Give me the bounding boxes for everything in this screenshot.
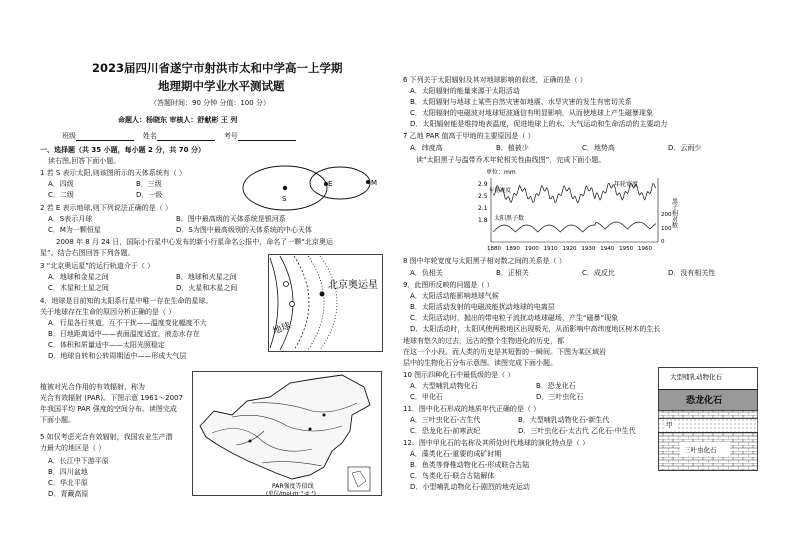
label-E: E: [328, 180, 333, 188]
instruction: 读右图,回答下面小题。: [48, 157, 121, 165]
left-tick-2: 2.1: [478, 205, 488, 212]
q5-option-c[interactable]: C．华北平原: [48, 479, 88, 487]
q11-option-a[interactable]: A．三叶虫化石-古生代: [410, 416, 481, 424]
q2-option-a[interactable]: A．S表示月球: [48, 215, 93, 223]
x-tick-label: 1920: [562, 246, 577, 252]
sunspot-line: [493, 222, 656, 232]
number-label: 考号: [223, 132, 238, 140]
q5-option-b[interactable]: B．四川盆地: [48, 468, 88, 476]
passage3: 读“太阳黑子与温带乔木年轮相关性曲线图”，完成下面小题。: [416, 156, 606, 164]
bj-star-label: 北京奥运星: [328, 280, 378, 291]
q5-stem-line2: 力最大的地区是（ ）: [40, 444, 106, 452]
q6-stem: 6 下列关于太阳辐射及其对地球影响的叙述，正确的是（ ）: [403, 76, 587, 84]
q4-option-d[interactable]: D．地球自转和公转周期适中——形成大气层: [48, 352, 187, 360]
doc-title: 2023届四川省遂宁市射洪市太和中学高一上学期: [92, 61, 343, 75]
x-axis-ticks: [487, 246, 652, 252]
q7-option-c[interactable]: C．地势高: [582, 144, 615, 152]
q10-option-b[interactable]: B．恐龙化石: [536, 382, 576, 390]
legend-ring: 年轮宽度: [614, 181, 639, 188]
map-legend-title: PAR强度等值线: [272, 483, 314, 490]
name-blank[interactable]: [157, 132, 215, 141]
q6-option-a[interactable]: A．太阳辐射的能量来源于太阳活动: [410, 87, 520, 95]
right-tick-2: 0: [661, 239, 665, 245]
q9-option-d[interactable]: D．太阳活动时，太阳风使两极地区出现极光，从而影响中高纬度地区树木的生长: [410, 325, 661, 333]
q4-option-b[interactable]: B．日地距离适中——表面温度适宜，液态水存在: [48, 330, 200, 338]
q4-stem-line1: 4．地球是目前知的太阳系行星中唯一存在生命的星球。: [40, 297, 213, 305]
x-tick-label: 1900: [524, 246, 539, 252]
sunspot-series: [493, 222, 656, 232]
chart-unit: 单位：mm: [486, 169, 516, 176]
q5-option-a[interactable]: A．长江中下游平原: [48, 457, 109, 465]
right-axis-label: 黑子相对数: [670, 198, 678, 228]
passage1-line1: 2008 年 8 月 24 日，国际小行星中心发布的新小行星命名公报中，命名了一颗“北京奥运: [56, 238, 333, 246]
q9-stem: 9．此图所反映的问题是（ ）: [403, 281, 494, 289]
bj-olympic-star-figure: [268, 254, 383, 352]
q7-option-b[interactable]: B．植被少: [496, 144, 529, 152]
q10-stem: 10 图示四种化石中最低级的是（ ）: [403, 371, 515, 379]
x-tick-label: 1910: [543, 246, 558, 252]
q4-stem-line2: 关于地球存在生命的原因分析正确的是（ ）: [40, 308, 176, 316]
q11-option-d[interactable]: D．三叶虫化石-太古代 乙化石-中生代: [518, 427, 636, 435]
x-tick-label: 1940: [600, 246, 615, 252]
china-par-map: [192, 371, 382, 496]
author-line: 命题人：杨晓东 审核人：舒献彬 王 列: [118, 116, 238, 124]
q7-stem: 7 乙地 PAR 值高于甲地的主要原因是（ ）: [403, 132, 535, 140]
q4-option-a[interactable]: A．行星各行其道，互不干扰——温度变化幅度不大: [48, 319, 207, 327]
q1-option-b[interactable]: B．三级: [136, 180, 162, 188]
earth-label: 地球: [271, 321, 292, 337]
passage4-line1: 地球有悠久的过去，远古的整个生物进化的历史，都: [403, 337, 564, 345]
q5-stem-line1: 5 如仅考虑光合有效辐射，我国农业生产潜: [40, 433, 173, 441]
q8-option-d[interactable]: D．没有相关性: [668, 269, 716, 277]
label-M: M: [371, 179, 378, 187]
q12-option-c[interactable]: C．鸟类化石-联合古陆解体: [410, 472, 495, 480]
ylabel-ring-1: 年轮宽度: [489, 188, 512, 194]
exam-info: （答题时间：90 分钟 分值：100 分）: [150, 99, 270, 107]
q2-stem: 2 若 E 表示地球,则下列说法正确的是（ ）: [40, 204, 173, 212]
doc-subtitle: 地理期中学业水平测试题: [158, 79, 285, 93]
legend-sunspot: 太阳黑子数: [494, 215, 525, 222]
q2-option-d[interactable]: D．S为图中最高级别的天体系统的中心天体: [176, 226, 312, 234]
q11-option-c[interactable]: C．恐龙化石-前寒武纪: [410, 427, 481, 435]
class-blank[interactable]: [76, 132, 134, 141]
left-tick-3: 1.8: [478, 217, 488, 224]
q12-option-d[interactable]: D．小型哺乳动物化石-剧烈的地壳运动: [410, 483, 530, 491]
q7-option-a[interactable]: A．纬度高: [410, 144, 443, 152]
q1-option-d[interactable]: D．一级: [136, 191, 163, 199]
number-blank[interactable]: [238, 132, 296, 141]
q9-option-b[interactable]: B．太阳活动发射的电磁波能扰动地球的电离层: [410, 303, 555, 311]
q4-option-c[interactable]: C．体积和质量适中——太阳光照稳定: [48, 341, 165, 349]
sunspot-tree-ring-chart: [478, 168, 690, 252]
q7-option-d[interactable]: D．云雨少: [668, 144, 702, 152]
q1-option-c[interactable]: C．二级: [48, 191, 74, 199]
q3-stem: 3 “北京奥运星”的运行轨道介于（ ）: [40, 262, 155, 270]
orbit-figure: [240, 150, 390, 230]
q3-option-b[interactable]: B．地球和火星之间: [176, 273, 237, 281]
x-tick-label: 1880: [487, 246, 501, 252]
q2-option-b[interactable]: B．图中最高级的天体系统是银河系: [176, 215, 286, 223]
x-tick-label: 1930: [581, 246, 596, 252]
strata-layer-trilobite: 三叶虫化石: [684, 446, 717, 454]
strata-layer-mammal: 大型哺乳动物化石: [670, 373, 722, 381]
q5-option-d[interactable]: D．青藏高原: [48, 490, 89, 498]
q3-option-a[interactable]: A．地球和金星之间: [48, 273, 109, 281]
passage2-line4: 下面小题。: [40, 416, 75, 424]
passage1-line2: 星”。结合右图回答下列各题。: [40, 249, 135, 257]
map-legend-unit: (单位/mol·m⁻²·d⁻¹): [266, 491, 316, 497]
q2-option-c[interactable]: C．M为一颗恒星: [48, 226, 101, 234]
q6-option-b[interactable]: B．太阳辐射与地球上某些自然灾害如地震、水旱灾害的发生有密切关系: [410, 98, 632, 106]
q6-option-c[interactable]: C．太阳辐射的电磁波对地球短波通信有明显影响，从而使地球上产生磁暴现象: [410, 109, 653, 117]
left-tick-1: 2.5: [478, 193, 488, 200]
q9-option-c[interactable]: C．太阳活动时，抛出的带电粒子流扰动地球磁场，产生“磁暴”现象: [410, 314, 619, 322]
q10-option-a[interactable]: A．大型哺乳动物化石: [410, 382, 478, 390]
q1-stem: 1 若 S 表示太阳,则该图所示的天体系统有（ ）: [40, 169, 187, 177]
class-label: 班级: [62, 132, 76, 140]
q12-option-b[interactable]: B．鱼类等脊椎动物化石-形成联合古陆: [410, 461, 530, 469]
q8-stem: 8 图中年轮宽度与太阳黑子相对数之间的关系是（ ）: [403, 257, 566, 265]
q8-option-b[interactable]: B．正相关: [496, 269, 529, 277]
q3-option-d[interactable]: D．火星和木星之间: [176, 284, 238, 292]
x-tick-label: 1950: [619, 246, 634, 252]
strata-figure: [658, 367, 758, 471]
name-label: 姓名: [142, 132, 157, 140]
x-tick-label: 1960: [638, 246, 652, 252]
x-tick-label: 1890: [505, 246, 520, 252]
q9-option-a[interactable]: A．太阳活动能影响地球气候: [410, 292, 499, 300]
passage4-line3: 层中的生物化石分布示意图。读图完成下面小题。: [403, 359, 557, 367]
strata-layer-dinosaur: 恐龙化石: [686, 396, 723, 406]
strata-layer-jia: 甲: [666, 421, 673, 429]
student-fields: [62, 131, 296, 141]
passage2-line2: 光合有效辐射 (PAR)。下图示意 1961～2007: [40, 394, 183, 402]
q1-option-a[interactable]: A．四级: [48, 180, 74, 188]
right-tick-0: 200: [661, 212, 672, 218]
q6-option-d[interactable]: D．太阳辐射能是维持地表温度，促进地球上的水、大气运动和生命活动的主要动力: [410, 120, 668, 128]
passage2-line3: 年我国平均 PAR 强度的空间分布。读图完成: [40, 405, 177, 413]
q10-option-d[interactable]: D．三叶虫化石: [536, 393, 584, 401]
q11-option-b[interactable]: B．大型哺乳动物化石-新生代: [518, 416, 610, 424]
q8-option-c[interactable]: C．成反比: [582, 269, 615, 277]
q12-option-a[interactable]: A．藻类化石-重要的成矿时期: [410, 450, 502, 458]
q11-stem: 11．图中化石形成的地质年代正确的是（ ）: [403, 405, 541, 413]
q8-option-a[interactable]: A．负相关: [410, 269, 443, 277]
left-tick-0: 2.9: [478, 181, 488, 188]
right-tick-1: 100: [661, 226, 672, 232]
q12-stem: 12．图中甲化石的名称及其所处时代地球的演化特点是（ ）: [403, 439, 590, 447]
label-S: S: [282, 195, 287, 203]
section-heading: 一、选择题（共 35 小题，每小题 2 分，共 70 分）: [40, 146, 205, 154]
q3-option-c[interactable]: C．木星和土星之间: [48, 284, 109, 292]
passage4-line2: 在这一个小段。而人类的历史是其短暂的一瞬间。下图为某区域岩: [403, 348, 606, 356]
q10-option-c[interactable]: C．甲化石: [410, 393, 443, 401]
passage2-line1: 植被对光合作用的有效辐射，称为: [40, 383, 145, 391]
